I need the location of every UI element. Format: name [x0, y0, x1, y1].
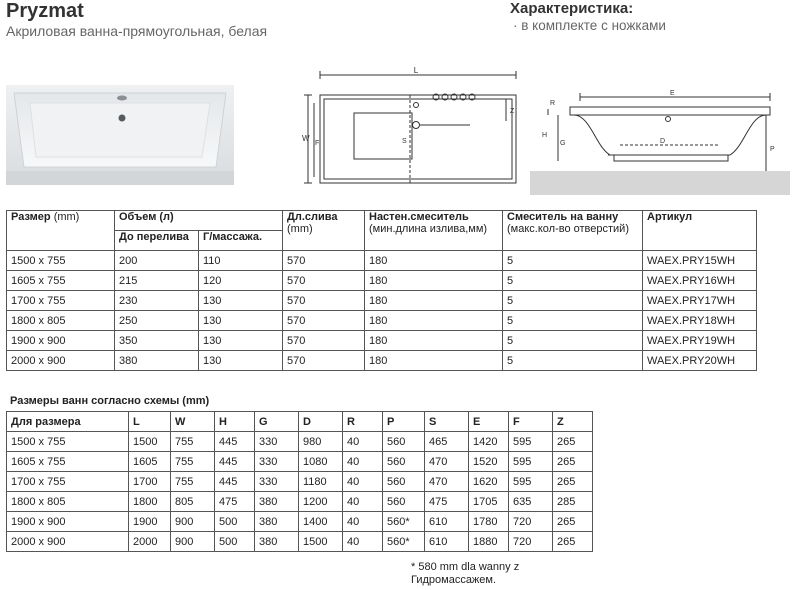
table-cell: 180: [365, 271, 503, 291]
table-cell: 1200: [299, 492, 343, 512]
table-header-cell: R: [343, 412, 383, 432]
table-cell: 110: [199, 251, 283, 271]
table-cell: 475: [425, 492, 469, 512]
table-cell: 130: [199, 311, 283, 331]
table-cell: 250: [115, 311, 199, 331]
top-view-diagram: [298, 65, 530, 193]
table-cell: 570: [283, 251, 365, 271]
table-cell: 570: [283, 331, 365, 351]
table-cell: 40: [343, 532, 383, 552]
table-cell: 900: [171, 532, 215, 552]
table-cell: 5: [503, 251, 643, 271]
product-title: Pryzmat: [6, 0, 84, 22]
label-Z: Z: [510, 108, 515, 115]
header-overflow: До перелива: [115, 231, 199, 251]
table-cell: 130: [199, 351, 283, 371]
table-cell: 465: [425, 432, 469, 452]
table-cell: 265: [553, 452, 593, 472]
table-cell: 40: [343, 512, 383, 532]
table-cell: 1500: [299, 532, 343, 552]
table-cell: 560: [383, 492, 425, 512]
table-cell: 5: [503, 351, 643, 371]
table-cell: 560: [383, 472, 425, 492]
label-S: S: [402, 138, 407, 145]
table-cell: 40: [343, 492, 383, 512]
table-cell: 470: [425, 452, 469, 472]
table-cell: 445: [215, 452, 255, 472]
table-cell: 1705: [469, 492, 509, 512]
features-list: [513, 18, 666, 33]
table-cell: 560: [383, 452, 425, 472]
table-cell: 595: [509, 452, 553, 472]
table-cell: WAEX.PRY18WH: [643, 311, 757, 331]
table-cell: 180: [365, 251, 503, 271]
table-header-cell: F: [509, 412, 553, 432]
table-cell: 595: [509, 472, 553, 492]
table-cell: 265: [553, 532, 593, 552]
table-header-cell: H: [215, 412, 255, 432]
table-cell: 380: [255, 492, 299, 512]
table-cell: 330: [255, 432, 299, 452]
header-massage: Г/массажа.: [199, 231, 283, 251]
label-D: D: [660, 138, 666, 145]
table-cell: 445: [215, 432, 255, 452]
label-W: W: [302, 134, 310, 143]
table-row: [7, 311, 757, 331]
table-cell: 1800 x 805: [7, 311, 115, 331]
table-cell: 130: [199, 331, 283, 351]
table-row: [7, 532, 593, 552]
product-subtitle: Акриловая ванна-прямоугольная, белая: [6, 23, 268, 39]
label-E: E: [670, 90, 675, 97]
table-header-cell: P: [383, 412, 425, 432]
table-cell: WAEX.PRY15WH: [643, 251, 757, 271]
table-cell: 445: [215, 472, 255, 492]
table-cell: WAEX.PRY19WH: [643, 331, 757, 351]
header-size: Размер (mm): [7, 211, 115, 251]
table-cell: 230: [115, 291, 199, 311]
table-row: [7, 492, 593, 512]
table-row: [7, 432, 593, 452]
table-cell: 180: [365, 311, 503, 331]
bathtub-photo: [6, 85, 234, 185]
table-row: [7, 351, 757, 371]
table-cell: 755: [171, 472, 215, 492]
table-cell: 40: [343, 472, 383, 492]
table-cell: 2000 x 900: [7, 532, 129, 552]
table-header-cell: S: [425, 412, 469, 432]
table-header-cell: W: [171, 412, 215, 432]
table-row: [7, 271, 757, 291]
table-cell: 595: [509, 432, 553, 452]
table-cell: 2000: [129, 532, 171, 552]
footnote-line: Гидромассажем.: [411, 574, 497, 586]
header-wall-mixer: Настен.смеситель (мин.длина излива,мм): [365, 211, 503, 251]
table-cell: 570: [283, 351, 365, 371]
table-cell: 500: [215, 532, 255, 552]
table-cell: 610: [425, 512, 469, 532]
table-cell: 500: [215, 512, 255, 532]
table-cell: 635: [509, 492, 553, 512]
table-cell: 720: [509, 532, 553, 552]
table-cell: 1520: [469, 452, 509, 472]
table-row: [7, 512, 593, 532]
spec-table: [6, 210, 757, 371]
table-cell: 380: [255, 532, 299, 552]
table-row: [7, 472, 593, 492]
table-cell: WAEX.PRY16WH: [643, 271, 757, 291]
table-cell: 40: [343, 432, 383, 452]
table-row: [7, 291, 757, 311]
footnote-line: * 580 mm dla wanny z: [411, 561, 520, 573]
table-header-cell: D: [299, 412, 343, 432]
table-cell: 130: [199, 291, 283, 311]
table-cell: 265: [553, 472, 593, 492]
table-cell: 265: [553, 512, 593, 532]
dims-caption: Размеры ванн согласно схемы (mm): [10, 395, 210, 407]
table-cell: 570: [283, 311, 365, 331]
table-header-cell: Для размера: [7, 412, 129, 432]
feature-item: · в комплекте с ножками: [513, 18, 666, 33]
table-cell: 900: [171, 512, 215, 532]
table-cell: 1605 x 755: [7, 271, 115, 291]
footnote: [411, 561, 519, 587]
table-cell: 1700: [129, 472, 171, 492]
label-H: H: [542, 132, 548, 139]
table-cell: 180: [365, 351, 503, 371]
table-cell: 475: [215, 492, 255, 512]
table-header-cell: G: [255, 412, 299, 432]
table-cell: 1700 x 755: [7, 291, 115, 311]
table-cell: 1180: [299, 472, 343, 492]
table-cell: 2000 x 900: [7, 351, 115, 371]
label-R: R: [550, 100, 556, 107]
table-cell: 1780: [469, 512, 509, 532]
table-cell: 1800 x 805: [7, 492, 129, 512]
table-cell: 980: [299, 432, 343, 452]
table-cell: 610: [425, 532, 469, 552]
table-header-cell: Z: [553, 412, 593, 432]
table-cell: 5: [503, 271, 643, 291]
header-volume: Объем (л): [115, 211, 283, 231]
table-cell: 560*: [383, 512, 425, 532]
table-cell: 5: [503, 291, 643, 311]
table-cell: 215: [115, 271, 199, 291]
table-cell: 380: [115, 351, 199, 371]
table-cell: 1620: [469, 472, 509, 492]
table-cell: 1900 x 900: [7, 512, 129, 532]
table-cell: 330: [255, 452, 299, 472]
side-view-diagram: [530, 85, 790, 195]
table-cell: 380: [255, 512, 299, 532]
table-cell: 755: [171, 452, 215, 472]
label-L: L: [413, 66, 419, 75]
table-cell: 180: [365, 331, 503, 351]
table-cell: WAEX.PRY20WH: [643, 351, 757, 371]
table-cell: 5: [503, 331, 643, 351]
table-cell: 805: [171, 492, 215, 512]
table-cell: 200: [115, 251, 199, 271]
header-article: Артикул: [643, 211, 757, 251]
table-cell: 180: [365, 291, 503, 311]
table-cell: 570: [283, 291, 365, 311]
table-cell: 40: [343, 452, 383, 472]
table-cell: 755: [171, 432, 215, 452]
table-cell: 560*: [383, 532, 425, 552]
table-cell: 470: [425, 472, 469, 492]
table-cell: 5: [503, 311, 643, 331]
table-cell: 1880: [469, 532, 509, 552]
table-cell: 1800: [129, 492, 171, 512]
table-cell: 350: [115, 331, 199, 351]
table-cell: 120: [199, 271, 283, 291]
label-G: G: [560, 140, 566, 147]
table-cell: 1420: [469, 432, 509, 452]
table-row: [7, 331, 757, 351]
table-cell: 720: [509, 512, 553, 532]
header-drain: Дл.слива (mm): [283, 211, 365, 251]
table-cell: 265: [553, 432, 593, 452]
table-cell: 1400: [299, 512, 343, 532]
table-header-row: [7, 412, 593, 432]
label-P: P: [770, 146, 775, 153]
table-cell: 560: [383, 432, 425, 452]
table-row: [7, 452, 593, 472]
dims-table: [6, 411, 593, 552]
features-heading: Характеристика:: [510, 0, 634, 17]
table-header-cell: E: [469, 412, 509, 432]
table-row: [7, 251, 757, 271]
table-cell: 1605: [129, 452, 171, 472]
table-cell: 1500 x 755: [7, 432, 129, 452]
table-cell: 285: [553, 492, 593, 512]
table-cell: WAEX.PRY17WH: [643, 291, 757, 311]
table-cell: 1500 x 755: [7, 251, 115, 271]
table-cell: 1900: [129, 512, 171, 532]
table-cell: 1605 x 755: [7, 452, 129, 472]
table-cell: 330: [255, 472, 299, 492]
table-cell: 570: [283, 271, 365, 291]
table-cell: 1500: [129, 432, 171, 452]
header-bath-mixer: Смеситель на ванну (макс.кол-во отверстий): [503, 211, 643, 251]
table-cell: 1080: [299, 452, 343, 472]
table-cell: 1700 x 755: [7, 472, 129, 492]
label-F: F: [315, 140, 320, 147]
table-header-cell: L: [129, 412, 171, 432]
table-cell: 1900 x 900: [7, 331, 115, 351]
